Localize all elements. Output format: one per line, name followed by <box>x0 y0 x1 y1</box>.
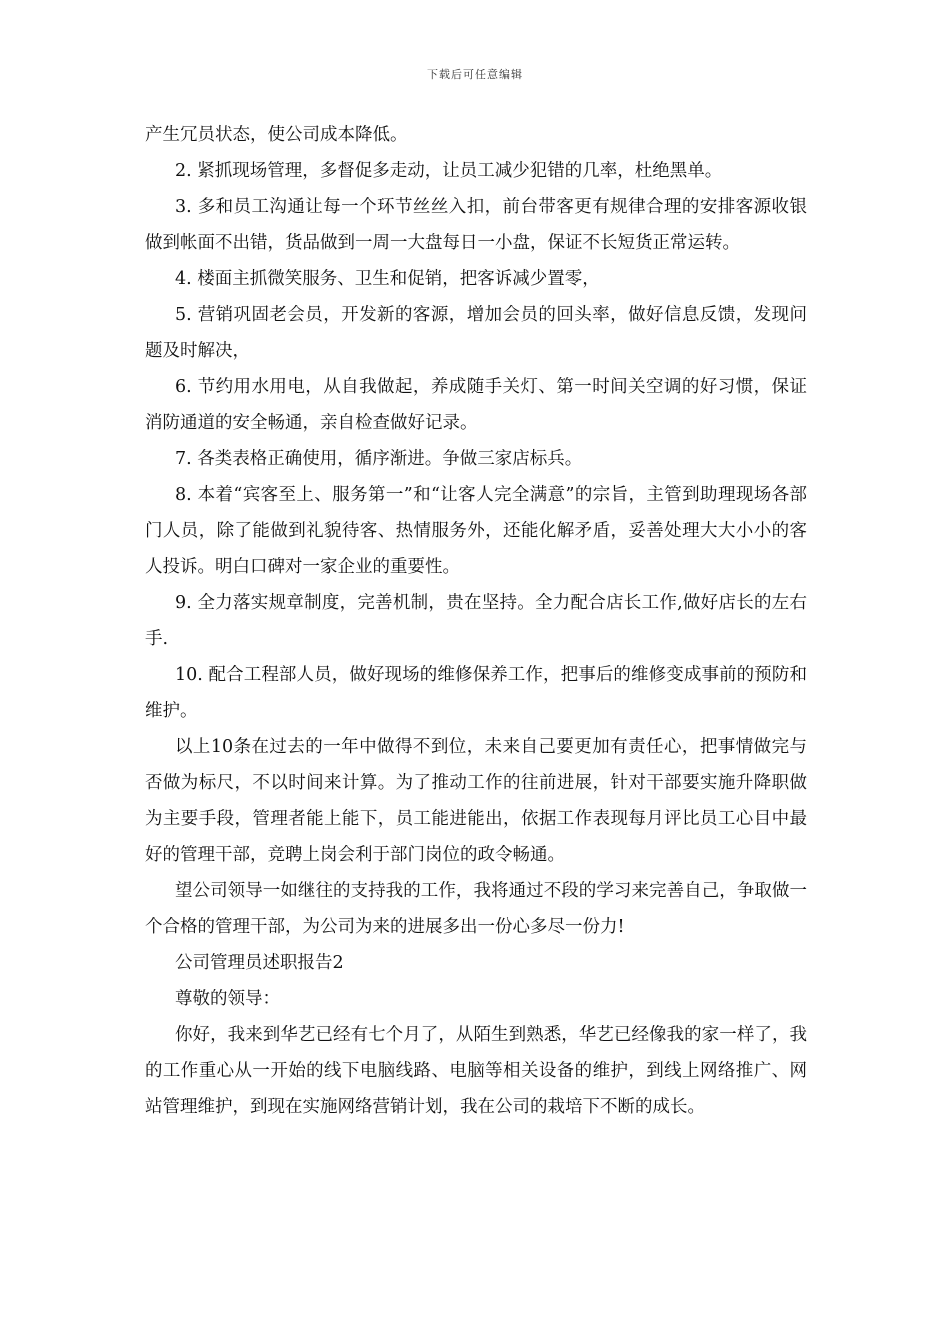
paragraph-summary: 以上10条在过去的一年中做得不到位，未来自己要更加有责任心，把事情做完与否做为标尺，不以时间来计算。为了推动工作的往前进展，针对干部要实施升降职做为主要手段，管理者能上能下，员工能进能出，依据工作表现每月评比员工心目中最好的管理干部，竞聘上岗会利于部门岗位的政令畅通。 <box>145 737 807 865</box>
section-title: 公司管理员述职报告2 <box>175 953 344 973</box>
paragraph-item-2: 2. 紧抓现场管理，多督促多走动，让员工减少犯错的几率，杜绝黑单。 <box>175 161 723 181</box>
paragraph-item-4: 4. 楼面主抓微笑服务、卫生和促销，把客诉减少置零， <box>175 269 600 289</box>
paragraph-continuation: 产生冗员状态，使公司成本降低。 <box>145 125 408 145</box>
paragraph-item-5: 5. 营销巩固老会员，开发新的客源，增加会员的回头率，做好信息反馈，发现问题及时解决， <box>145 305 807 361</box>
paragraph-item-8: 8. 本着“宾客至上、服务第一”和“让客人完全满意”的宗旨，主管到助理现场各部门人员，除了能做到礼貌待客、热情服务外，还能化解矛盾，妥善处理大大小小的客人投诉。明白口碑对一家企业的重要性。 <box>145 485 807 577</box>
paragraph-item-9: 9. 全力落实规章制度，完善机制，贵在坚持。全力配合店长工作,做好店长的左右手. <box>145 593 807 649</box>
document-body <box>145 117 807 1125</box>
paragraph-intro: 你好，我来到华艺已经有七个月了，从陌生到熟悉，华艺已经像我的家一样了，我的工作重心从一开始的线下电脑线路、电脑等相关设备的维护，到线上网络推广、网站管理维护，到现在实施网络营销计划，我在公司的栽培下不断的成长。 <box>145 1025 807 1117</box>
paragraph-item-3: 3. 多和员工沟通让每一个环节丝丝入扣，前台带客更有规律合理的安排客源收银做到帐面不出错，货品做到一周一大盘每日一小盘，保证不长短货正常运转。 <box>145 197 807 253</box>
paragraph-item-7: 7. 各类表格正确使用，循序渐进。争做三家店标兵。 <box>175 449 583 469</box>
salutation: 尊敬的领导： <box>175 989 280 1009</box>
paragraph-closing: 望公司领导一如继往的支持我的工作，我将通过不段的学习来完善自己，争取做一个合格的管理干部，为公司为来的进展多出一份心多尽一份力! <box>145 881 807 937</box>
page-header: 下载后可任意编辑 <box>427 68 523 81</box>
paragraph-item-6: 6. 节约用水用电，从自我做起，养成随手关灯、第一时间关空调的好习惯，保证消防通道的安全畅通，亲自检查做好记录。 <box>145 377 807 433</box>
paragraph-item-10: 10. 配合工程部人员，做好现场的维修保养工作，把事后的维修变成事前的预防和维护。 <box>145 665 807 721</box>
